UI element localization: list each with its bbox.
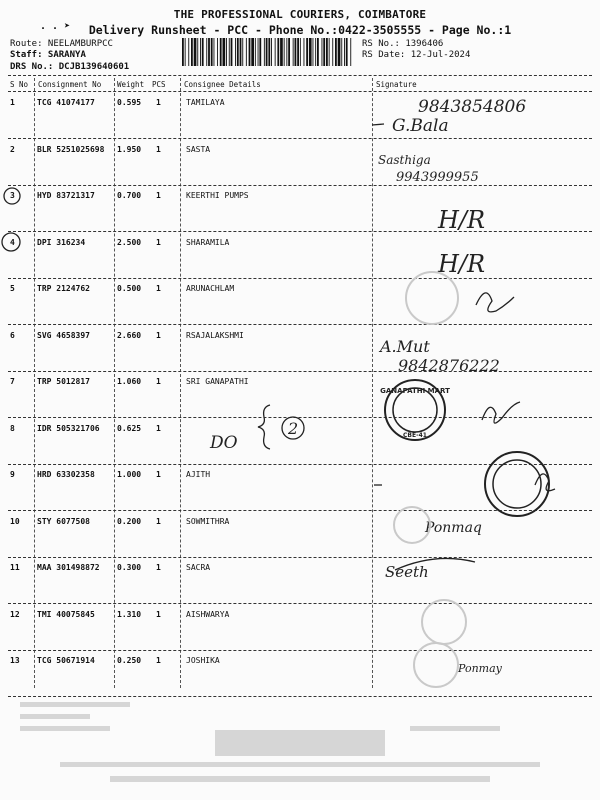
col-consignment: Consignment No <box>38 80 102 89</box>
stamp-subtext: CBE-41 <box>403 432 427 439</box>
row-pcs: 1 <box>156 609 161 619</box>
row-consignment-no: HRD 63302358 <box>37 470 95 479</box>
row-weight: 1.060 <box>117 377 142 386</box>
row-weight: 0.625 <box>117 423 142 433</box>
row-consignee: SACRA <box>186 563 211 572</box>
row-sno: 1 <box>10 98 15 107</box>
row-weight: 0.595 <box>117 98 142 107</box>
row-sno: 4 <box>10 237 15 247</box>
row-divider <box>8 231 592 232</box>
row-pcs: 1 <box>156 98 161 107</box>
row-sno: 7 <box>10 377 15 386</box>
staff-label: Staff: SARANYA <box>10 50 86 60</box>
row-weight: 2.500 <box>117 237 142 247</box>
row-weight: 0.700 <box>117 191 142 200</box>
row-sno: 10 <box>10 516 20 526</box>
row-divider <box>8 324 592 325</box>
drs-label: DRS No.: DCJB139640601 <box>10 62 130 72</box>
signature-11: Seeth <box>385 563 429 581</box>
row-sno: 13 <box>10 656 20 665</box>
row-weight: 0.200 <box>117 516 142 526</box>
row-weight: 1.950 <box>117 144 142 154</box>
row-consignment-no: TCG 50671914 <box>37 656 95 665</box>
signature-2: Sasthiga <box>378 153 431 167</box>
row-sno: 8 <box>10 423 15 433</box>
hr-mark-4: H/R <box>438 250 486 278</box>
row-consignee: ARUNACHLAM <box>186 284 235 293</box>
do-count: 2 <box>288 419 299 438</box>
row-consignee: SASTA <box>186 144 211 154</box>
row-weight: 1.000 <box>117 470 142 479</box>
stamp-text: GANAPATHI MART <box>380 387 450 395</box>
do-note: DO <box>210 433 238 453</box>
column-header-divider <box>8 91 592 92</box>
phone-number-2: 9943999955 <box>396 170 479 185</box>
phone-number-6: 9842876222 <box>398 356 500 375</box>
row-divider <box>8 138 592 139</box>
row-divider <box>8 557 592 558</box>
row-pcs: 1 <box>156 656 161 665</box>
row-consignment-no: MAA 301498872 <box>37 563 100 572</box>
row-consignee: SRI GANAPATHI <box>186 377 249 386</box>
row-divider <box>8 603 592 604</box>
col-pcs: PCS <box>152 80 166 89</box>
row-pcs: 1 <box>156 516 161 526</box>
row-consignment-no: STY 6077508 <box>37 516 90 526</box>
row-pcs: 1 <box>156 563 161 572</box>
hr-mark-3: H/R <box>438 206 486 234</box>
row-pcs: 1 <box>156 377 161 386</box>
col-sno: S No <box>10 80 29 89</box>
row-consignment-no: TCG 41074177 <box>37 98 95 107</box>
col-signature: Signature <box>376 80 417 89</box>
row-weight: 1.310 <box>117 609 142 619</box>
row-consignee: AISHWARYA <box>186 609 230 619</box>
row-sno: 6 <box>10 330 15 340</box>
row-sno: 9 <box>10 470 15 479</box>
signature-6: A.Mut <box>380 337 430 356</box>
signature-13: Ponmay <box>458 662 502 675</box>
signature-1: G.Bala <box>392 116 449 136</box>
row-pcs: 1 <box>156 423 161 433</box>
row-pcs: 1 <box>156 470 161 479</box>
company-title: THE PROFESSIONAL COURIERS, COIMBATORE <box>173 8 427 21</box>
row-divider <box>8 510 592 511</box>
header-dots: . . ➤ <box>40 21 71 32</box>
runsheet-line: Delivery Runsheet - PCC - Phone No.:0422-3505555 - Page No.:1 <box>88 23 512 37</box>
row-consignment-no: TMI 40075845 <box>37 609 95 619</box>
row-pcs: 1 <box>156 284 161 293</box>
row-weight: 0.250 <box>117 656 142 665</box>
col-weight: Weight <box>117 80 145 89</box>
row-sno: 2 <box>10 144 15 154</box>
barcode-image <box>182 38 354 66</box>
row-consignee: TAMILAYA <box>186 98 225 107</box>
row-weight: 2.660 <box>117 330 142 340</box>
runsheet-heading <box>0 23 600 37</box>
row-divider <box>8 371 592 372</box>
row-sno: 12 <box>10 609 20 619</box>
row-consignment-no: IDR 505321706 <box>37 423 100 433</box>
row-weight: 0.300 <box>117 563 142 572</box>
row-consignee: SHARAMILA <box>186 237 230 247</box>
row-divider <box>8 650 592 651</box>
col-consignee: Consignee Details <box>184 80 261 89</box>
rs-date-label: RS Date: 12-Jul-2024 <box>362 50 471 60</box>
row-pcs: 1 <box>156 237 161 247</box>
row-pcs: 1 <box>156 144 161 154</box>
row-consignee: SOWMITHRA <box>186 516 230 526</box>
row-divider <box>8 464 592 465</box>
row-sno: 5 <box>10 284 15 293</box>
row-sno: 11 <box>10 563 20 572</box>
route-label: Route: NEELAMBURPCC <box>10 39 113 49</box>
row-divider <box>8 417 592 418</box>
row-consignee: AJITH <box>186 470 211 479</box>
phone-number-1: 9843854806 <box>418 97 527 117</box>
header-divider <box>8 75 592 76</box>
row-consignment-no: SVG 4658397 <box>37 330 90 340</box>
row-pcs: 1 <box>156 330 161 340</box>
row-consignee: RSAJALAKSHMI <box>186 330 244 340</box>
row-pcs: 1 <box>156 191 161 200</box>
row-consignment-no: BLR 5251025698 <box>37 144 105 154</box>
row-sno: 3 <box>10 191 15 200</box>
row-consignee: KEERTHI PUMPS <box>186 191 249 200</box>
row-divider <box>8 185 592 186</box>
row-consignee: JOSHIKA <box>186 656 220 665</box>
row-weight: 0.500 <box>117 284 142 293</box>
row-consignment-no: TRP 2124762 <box>37 284 90 293</box>
row-consignment-no: TRP 5012817 <box>37 377 90 386</box>
reverse-side-bleed <box>0 690 600 800</box>
rs-no-label: RS No.: 1396406 <box>362 39 444 49</box>
signature-10: Ponmaq <box>425 520 482 536</box>
row-divider <box>8 278 592 279</box>
row-consignment-no: DPI 316234 <box>37 237 86 247</box>
row-consignment-no: HYD 83721317 <box>37 191 95 200</box>
